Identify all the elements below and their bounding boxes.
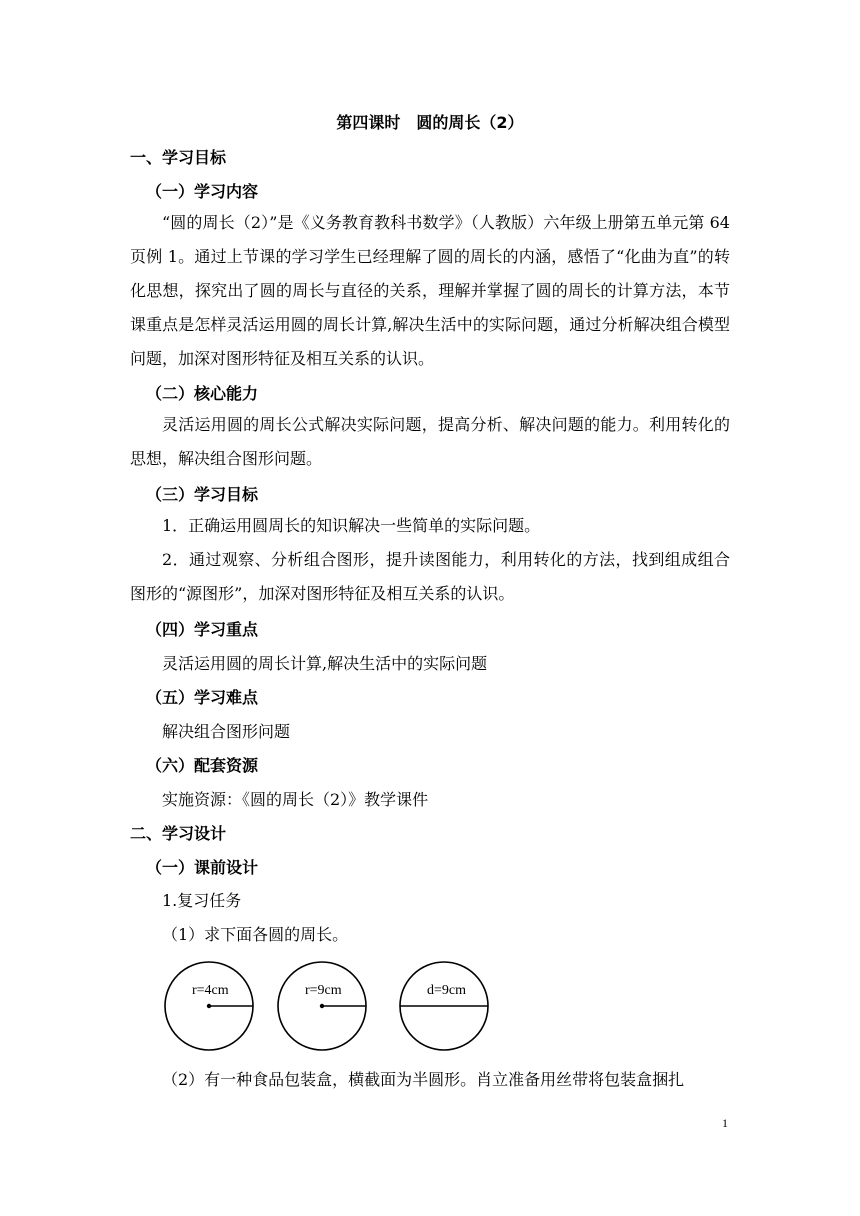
heading-learning-goals: 一、学习目标: [130, 148, 227, 167]
paragraph-content: “圆的周长（2）”是《义务教育教科书数学》（人教版）六年级上册第五单元第 64 页例 1。通过上节课的学习学生已经理解了圆的周长的内涵，感悟了“化曲为直”的转化思想，探究出了圆的周长与直径的关系，理解并掌握了圆的周长的计算方法，本节课重点是怎样灵活运用圆的周长计算,解决生活中的实际问题，通过分析解决组合模型问题，加深对图形特征及相互关系的认识。: [130, 213, 730, 368]
page-number: 1: [722, 1116, 728, 1130]
paragraph-core-ability: 灵活运用圆的周长公式解决实际问题，提高分析、解决问题的能力。利用转化的思想，解决组合图形问题。: [130, 415, 730, 468]
circle-figure-2: [278, 962, 366, 1050]
text-review-task: 1.复习任务: [162, 891, 242, 910]
text-resources: 实施资源：《圆的周长（2）》教学课件: [162, 790, 429, 809]
page-title: 第四课时 圆的周长（2）: [336, 113, 524, 132]
question-2: （2）有一种食品包装盒，横截面为半圆形。肖立准备用丝带将包装盒捆扎: [162, 1070, 685, 1089]
section-title-content: （一）学习内容: [146, 182, 259, 201]
circle-figures: [160, 960, 500, 1060]
text-difficulty: 解决组合图形问题: [162, 722, 291, 741]
section-title-resources: （六）配套资源: [146, 756, 259, 775]
circle-label-1: r=4cm: [192, 983, 229, 998]
circle-label-2: r=9cm: [305, 983, 342, 998]
heading-learning-design: 二、学习设计: [130, 824, 227, 843]
question-1: （1）求下面各圆的周长。: [162, 925, 349, 944]
section-title-objectives: （三）学习目标: [146, 485, 259, 504]
section-title-difficulty: （五）学习难点: [146, 688, 259, 707]
circle-label-3: d=9cm: [427, 983, 466, 998]
circle-figure-1: [165, 962, 253, 1050]
objective-item-1: 1．正确运用圆周长的知识解决一些简单的实际问题。: [162, 516, 541, 535]
text-key-point: 灵活运用圆的周长计算,解决生活中的实际问题: [162, 654, 488, 673]
circle-figure-3: [400, 962, 488, 1050]
section-title-key-point: （四）学习重点: [146, 620, 259, 639]
section-title-preclass: （一）课前设计: [146, 858, 259, 877]
objective-item-2: 2．通过观察、分析组合图形，提升读图能力，利用转化的方法，找到组成组合图形的“源图形”，加深对图形特征及相互关系的认识。: [130, 550, 730, 603]
section-title-core-ability: （二）核心能力: [146, 384, 259, 403]
